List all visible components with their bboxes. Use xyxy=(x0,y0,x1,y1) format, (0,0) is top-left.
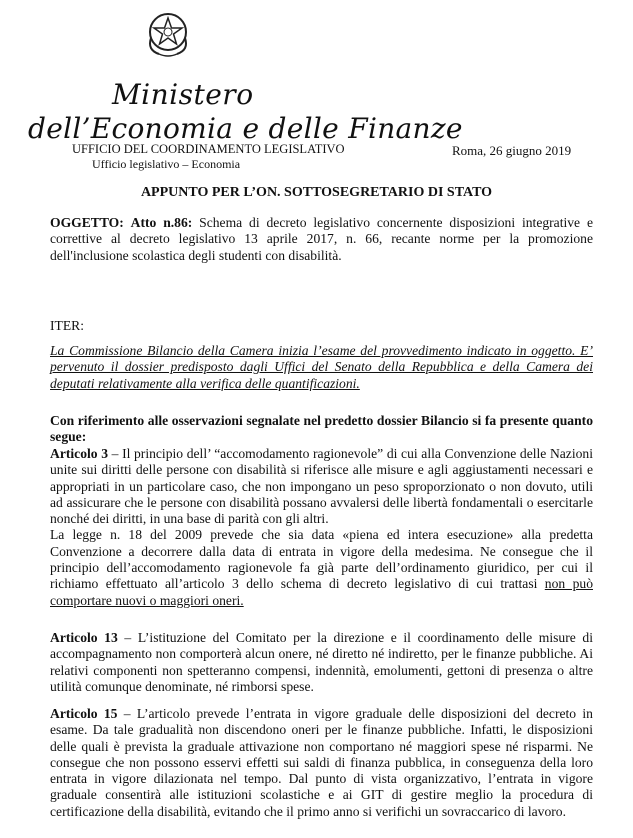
article-15-section xyxy=(50,706,593,820)
article-3-section xyxy=(50,446,593,609)
article-13-section xyxy=(50,630,593,695)
article-3-paragraph-1: – Il principio dell’ “accomodamento ragionevole” di cui alla Convenzione delle Nazioni unite sui diritti delle persone con disabilità si riferisce alle misure e agli aggiustamenti necessari e appropriati in un particolare caso, che non impongano un peso sproporzionato o non dovuto, utili ad assicurare che le persone con disabilità possano avvalersi delle libertà fondamentali o esercitarle nonché dei diritti, in una base di parità con gli altri. xyxy=(50,446,593,527)
oggetto-atto: Atto n.86: xyxy=(130,215,193,230)
article-3-paragraph-2: La legge n. 18 del 2009 prevede che sia data «piena ed intera esecuzione» alla predetta Convenzione a decorrere dalla data di entrata in vigore della medesima. Ne consegue che il principio dell’accomodamento ragionevole fa già parte dell’ordinamento giuridico, per cui il richiamo effettuato all’articolo 3 dello schema di decreto legislativo di cui trattasi xyxy=(50,527,593,592)
iter-text: La Commissione Bilancio della Camera inizia l’esame del provvedimento indicato in oggetto. E’ pervenuto il dossier predisposto dagli Uffici del Senato della Repubblica e della Camera dei deputati relativamente alla verifica delle quantificazioni. xyxy=(50,343,593,391)
article-13-text: – L’istituzione del Comitato per la direzione e il coordinamento delle misure di accompagnamento non comporterà alcun onere, né diretto né indiretto, per le finanze pubbliche. Ai relativi componenti non spetteranno compensi, indennità, emolumenti, gettoni di presenza o altre utilità comunque denominate, né rimborsi spese. xyxy=(50,630,593,694)
article-3-conclusion: non può comportare nuovi o maggiori oneri. xyxy=(50,576,593,608)
document-title: APPUNTO PER L’ON. SOTTOSEGRETARIO DI STATO xyxy=(140,185,493,200)
oggetto-text: Schema di decreto legislativo concernente disposizioni integrative e correttive al decreto legislativo 13 aprile 2017, n. 66, recante norme per la promozione dell'inclusione scolastica degli studenti con disabilità. xyxy=(50,215,593,263)
document-date: Roma, 26 giugno 2019 xyxy=(452,143,572,158)
italian-republic-emblem-icon xyxy=(145,8,191,58)
intro-paragraph: Con riferimento alle osservazioni segnalate nel predetto dossier Bilancio si fa presente quanto segue: xyxy=(50,413,593,445)
oggetto-section xyxy=(50,215,593,264)
article-15-heading: Articolo 15 xyxy=(50,706,118,721)
office-name: UFFICIO DEL COORDINAMENTO LEGISLATIVO xyxy=(72,142,345,156)
iter-label: ITER: xyxy=(50,318,84,333)
oggetto-label: OGGETTO: xyxy=(50,215,124,230)
article-13-heading: Articolo 13 xyxy=(50,630,118,645)
suboffice-name: Ufficio legislativo – Economia xyxy=(92,157,241,171)
ministry-name-line1: Ministero xyxy=(112,78,254,111)
article-15-text: – L’articolo prevede l’entrata in vigore graduale delle disposizioni del decreto in esame. Da tale gradualità non discendono oneri per le finanze pubbliche. Infatti, le disposizioni delle quali è prevista la graduale attivazione non comportano né maggiori spese né risparmi. Ne consegue che non possono esservi effetti sui saldi di finanza pubblica, in conseguenza della loro entrata in vigore dilazionata nel tempo. Dal punto di vista organizzativo, l’entrata in vigore graduale consentirà alle istituzioni scolastiche e ai GIT di gestire meglio la procedura di certificazione della disabilità, evitando che il primo anno si verifichi un sovraccarico di lavoro. xyxy=(50,706,593,819)
ministry-name-line2: dell’Economia e delle Finanze xyxy=(28,112,463,145)
article-3-heading: Articolo 3 xyxy=(50,446,108,461)
